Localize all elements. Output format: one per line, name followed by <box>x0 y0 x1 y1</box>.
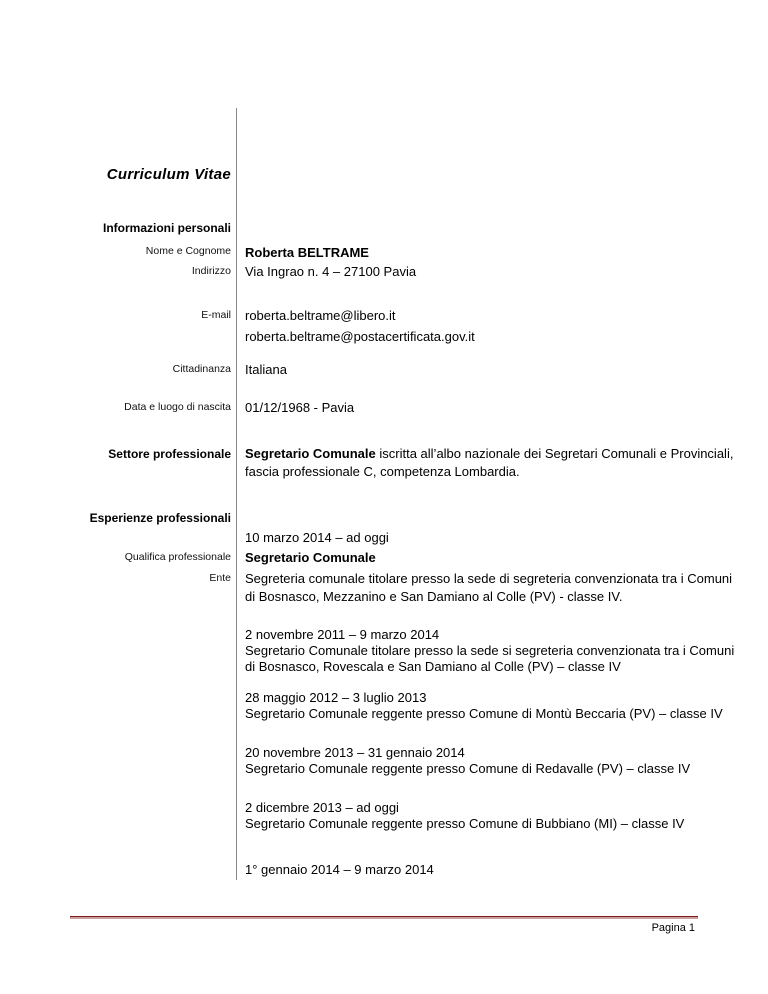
footer-rule <box>70 916 698 919</box>
ente-line-2: di Bosnasco, Mezzanino e San Damiano al Colle (PV) - classe IV. <box>245 589 623 604</box>
sector-line-2: fascia professionale C, competenza Lombardia. <box>245 464 520 479</box>
experience-entry-text: Segretario Comunale reggente presso Comune di Montù Beccaria (PV) – classe IV <box>245 706 723 721</box>
birth-label: Data e luogo di nascita <box>124 401 231 413</box>
page-number: Pagina 1 <box>651 922 695 934</box>
name-label: Nome e Cognome <box>145 245 231 257</box>
experience-entry-date: 2 novembre 2011 – 9 marzo 2014 <box>245 627 440 642</box>
address-value: Via Ingrao n. 4 – 27100 Pavia <box>245 264 417 279</box>
qualifica-label: Qualifica professionale <box>124 551 231 563</box>
page-title: Curriculum Vitae <box>106 166 231 183</box>
ente-label: Ente <box>209 572 231 584</box>
section-personal-info: Informazioni personali <box>102 221 231 235</box>
experience-entry-date: 20 novembre 2013 – 31 gennaio 2014 <box>245 745 465 760</box>
experience-entry-text: Segretario Comunale reggente presso Comune di Redavalle (PV) – classe IV <box>245 761 691 776</box>
address-label: Indirizzo <box>191 265 231 277</box>
experience-first-date: 10 marzo 2014 – ad oggi <box>245 530 389 545</box>
experience-entry-text: Segretario Comunale reggente presso Comune di Bubbiano (MI) – classe IV <box>245 816 685 831</box>
sector-role: Segretario Comunale <box>245 446 376 461</box>
email-certified[interactable]: roberta.beltrame@postacertificata.gov.it <box>245 329 475 344</box>
experience-entry-text: di Bosnasco, Rovescala e San Damiano al Colle (PV) – classe IV <box>245 659 621 674</box>
qualifica-value: Segretario Comunale <box>245 550 376 565</box>
sector-line-1 <box>245 446 733 461</box>
sector-line-1-rest: iscritta all’albo nazionale dei Segretari Comunali e Provinciali, <box>375 446 734 461</box>
citizenship-value: Italiana <box>245 362 287 377</box>
column-divider <box>236 108 237 880</box>
experience-entry-date: 28 maggio 2012 – 3 luglio 2013 <box>245 690 427 705</box>
section-experience: Esperienze professionali <box>89 511 231 525</box>
citizenship-label: Cittadinanza <box>172 363 231 375</box>
experience-entry-date: 1° gennaio 2014 – 9 marzo 2014 <box>245 862 434 877</box>
ente-line-1: Segreteria comunale titolare presso la sede di segreteria convenzionata tra i Comuni <box>245 571 733 586</box>
experience-entry-text: Segretario Comunale titolare presso la sede si segreteria convenzionata tra i Comuni <box>245 643 735 658</box>
section-sector: Settore professionale <box>108 447 231 461</box>
email-label: E-mail <box>201 309 231 321</box>
name-value: Roberta BELTRAME <box>245 245 369 260</box>
experience-entry-date: 2 dicembre 2013 – ad oggi <box>245 800 399 815</box>
email-primary[interactable]: roberta.beltrame@libero.it <box>245 308 396 323</box>
birth-value: 01/12/1968 - Pavia <box>245 400 355 415</box>
